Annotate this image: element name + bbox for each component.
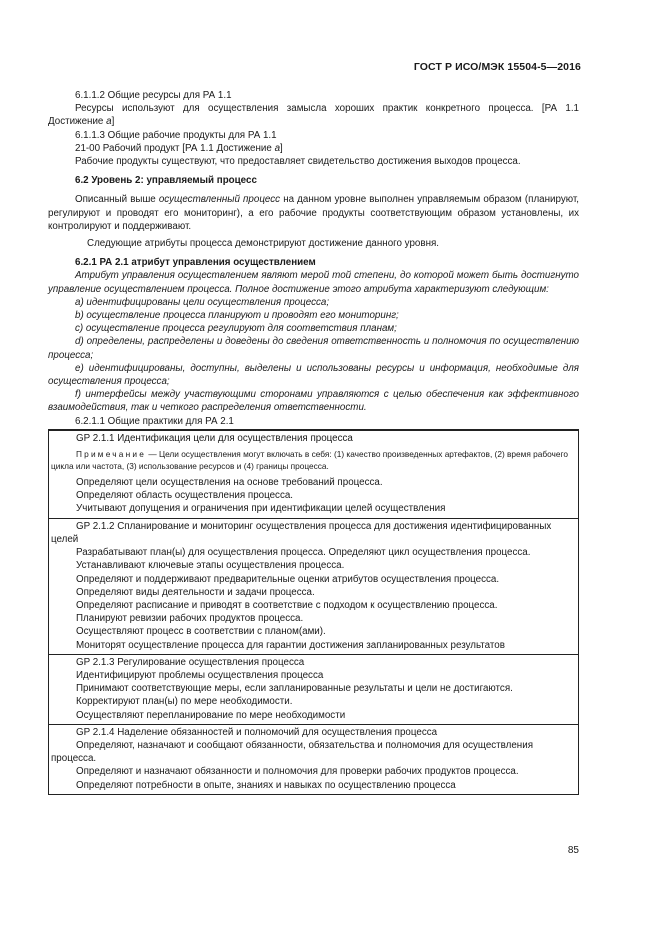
gp-line: Осуществляют перепланирование по мере необходимости [76,709,346,721]
paragraph: Рабочие продукты существуют, что предоставляет свидетельство достижения выходов процесса. [75,156,521,168]
gp-block [49,724,578,794]
page-header: ГОСТ Р ИСО/МЭК 15504-5—2016 [413,61,581,73]
gp-title: GP 2.1.1 Идентификация цели для осуществления процесса [76,432,353,444]
gp-line: Принимают соответствующие меры, если запланированные результаты и цели не достигаются. [76,683,513,695]
section-heading: 6.2 Уровень 2: управляемый процесс [75,175,257,187]
gp-line: Устанавливают ключевые этапы осуществления процесса. [76,560,345,572]
list-item: c) осуществление процесса регулируют для соответствия планам; [75,323,397,335]
paragraph: Следующие атрибуты процесса демонстрируют достижение данного уровня. [87,238,440,250]
paragraph: Описанный выше осуществленный процесс на данном уровне выполнен управляемым образом (планируют, регулируют и проводят его мониторинг), а его рабочие продукты соответствующим образом установлены, их контролируют и поддерживают. [48,194,579,232]
list-item: e) идентифицированы, доступны, выделены и использованы ресурсы и информация, необходимые для осуществления процесса; [48,362,579,388]
gp-line: Осуществляют процесс в соответствии с планом(ами). [76,626,326,638]
gp-line: Определяют цели осуществления на основе требований процесса. [76,477,383,489]
gp-block [49,518,578,654]
gp-title: GP 2.1.2 Спланирование и мониторинг осуществления процесса для достижения идентифицированных целей [51,520,552,545]
list-item: b) осуществление процесса планируют и проводят его мониторинг; [75,310,399,322]
subsection-title: 6.1.1.2 Общие ресурсы для РА 1.1 [75,90,232,101]
gp-line: Определяют виды деятельности и задачи процесса. [76,586,315,598]
gp-line: Определяют область осуществления процесса. [76,490,294,502]
gp-line: Мониторят осуществление процесса для гарантии достижения запланированных результатов [76,639,505,651]
list-item: a) идентифицированы цели осуществления процесса; [75,296,330,308]
gp-line: Определяют потребности в опыте, знаниях и навыках по осуществлению процесса [76,779,456,791]
list-item: f) интерфейсы между участвующими сторонами управляются с целью обеспечения как эффективного взаимодействия, так и четкого распределения ответственности. [48,389,579,414]
subsection-title: 6.2.1.1 Общие практики для РА 2.1 [75,415,234,427]
gp-title: GP 2.1.4 Наделение обязанностей и полномочий для осуществления процесса [76,726,438,738]
gp-line: Учитывают допущения и ограничения при идентификации целей осуществления [76,503,446,515]
list-item: d) определены, распределены и доведены до сведения ответственность и полномочия по осуществлению процесса; [48,336,579,361]
paragraph: 21-00 Рабочий продукт [РА 1.1 Достижение а] [75,142,283,154]
gp-line: Корректируют план(ы) по мере необходимости. [76,696,293,708]
subsection-heading: 6.2.1 РА 2.1 атрибут управления осуществлением [75,257,316,269]
page-content [48,89,579,795]
page-number: 85 [567,845,579,856]
subsection-title: 6.1.1.3 Общие рабочие продукты для РА 1.1 [75,129,277,141]
gp-block [49,654,578,724]
gp-line: Определяют и назначают обязанности и полномочия для проверки рабочих продуктов процесса. [76,766,519,778]
gp-line: Идентифицируют проблемы осуществления процесса [76,669,324,681]
paragraph: Ресурсы используют для осуществления замысла хороших практик конкретного процесса. [РА 1.1 Достижение а] [48,103,579,128]
note: Примечание — Цели осуществления могут включать в себя: (1) качество произведенных артефактов, (2) время рабочего цикла или частота, (3) использование ресурсов и (4) границы процесса. [51,449,568,471]
attribute-description: Атрибут управления осуществлением являют мерой той степени, до которой может быть достигнуто управление осуществлением процесса. Полное достижение этого атрибута характеризуют следующим: [48,270,579,295]
gp-line: Определяют и поддерживают предварительные оценки атрибутов осуществления процесса. [76,573,500,585]
gp-line: Разрабатывают план(ы) для осуществления процесса. Определяют цикл осуществления процесса. [76,547,531,559]
gp-line: Планируют ревизии рабочих продуктов процесса. [76,613,304,625]
generic-practices-table [48,429,579,795]
gp-line: Определяют расписание и приводят в соответствие с подходом к осуществлению процесса. [76,599,498,611]
gp-title: GP 2.1.3 Регулирование осуществления процесса [76,656,305,668]
gp-line: Определяют, назначают и сообщают обязанности, обязательства и полномочия для осуществления процесса. [51,739,533,765]
gp-block [49,431,578,518]
